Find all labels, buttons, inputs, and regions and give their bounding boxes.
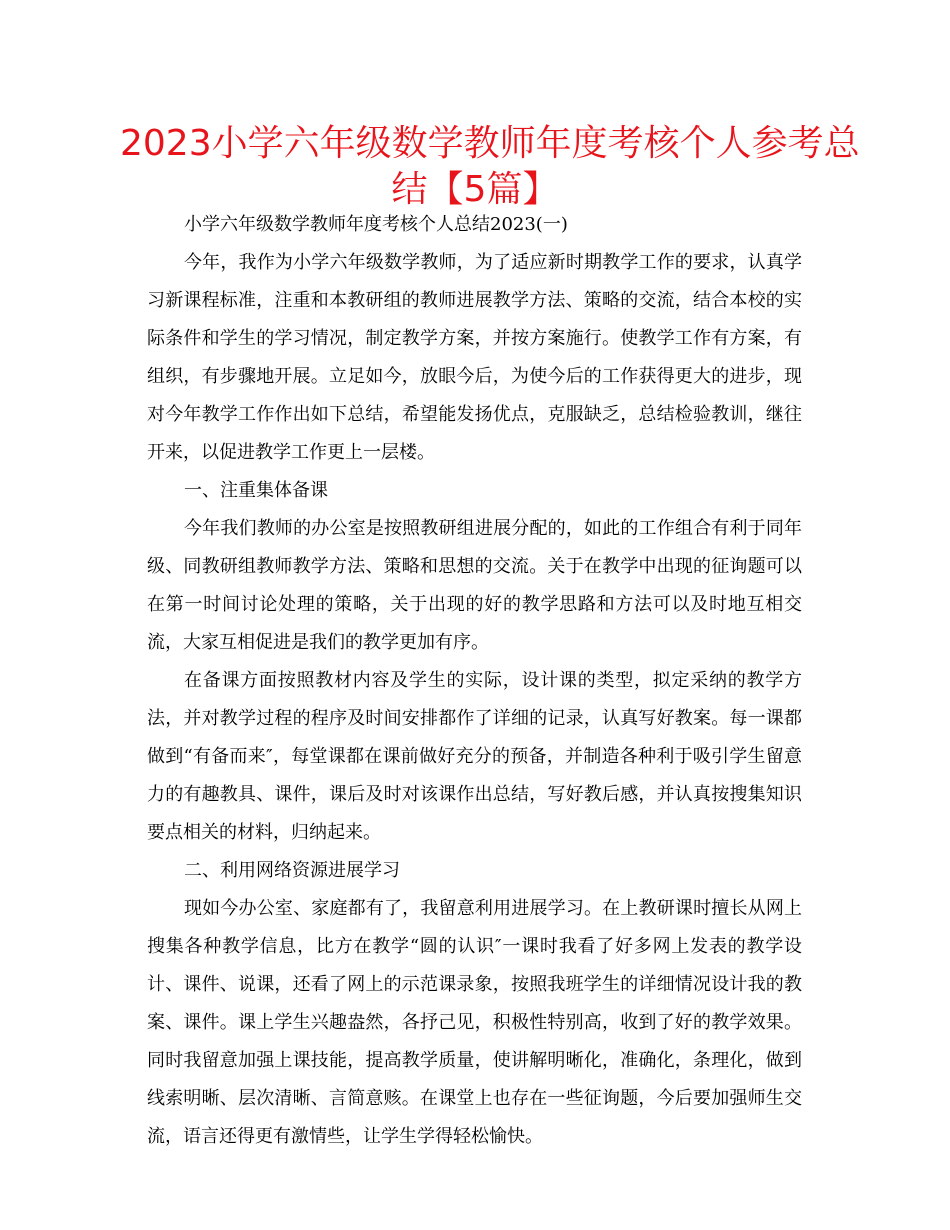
paragraph-section-1-a: 今年我们教师的办公室是按照教研组进展分配的，如此的工作组合有利于同年级、同教研组教师教学方法、策略和思想的交流。关于在教学中出现的征询题可以在第一时间讨论处理的策略，关于出现的好的教学思路和方法可以及时地互相交流，大家互相促进是我们的教学更加有序。 <box>147 518 802 653</box>
document-body <box>147 206 802 1156</box>
section-heading-1: 一、注重集体备课 <box>184 480 328 501</box>
paragraph-section-1-b: 在备课方面按照教材内容及学生的实际，设计课的类型，拟定采纳的教学方法，并对教学过程的程序及时间安排都作了详细的记录，认真写好教案。每一课都做到“有备而来″，每堂课都在课前做好充分的预备，并制造各种利于吸引学生留意力的有趣教具、课件，课后及时对该课作出总结，写好教后感，并认真按搜集知识要点相关的材料，归纳起来。 <box>147 670 802 843</box>
document-title-line-2: 结【5篇】 <box>391 169 559 210</box>
paragraph-intro: 今年，我作为小学六年级数学教师，为了适应新时期教学工作的要求，认真学习新课程标准，注重和本教研组的教师进展教学方法、策略的交流，结合本校的实际条件和学生的学习情况，制定教学方案，并按方案施行。使教学工作有方案，有组织，有步骤地开展。立足如今，放眼今后，为使今后的工作获得更大的进步，现对今年教学工作作出如下总结，希望能发扬优点，克服缺乏，总结检验教训，继往开来，以促进教学工作更上一层楼。 <box>147 252 802 463</box>
document-title-line-1: 2023小学六年级数学教师年度考核个人参考总 <box>120 123 860 164</box>
paragraph-section-2: 现如今办公室、家庭都有了，我留意利用进展学习。在上教研课时擅长从网上搜集各种教学信息，比方在教学“圆的认识″一课时我看了好多网上发表的教学设计、课件、说课，还看了网上的示范课录象，按照我班学生的详细情况设计我的教案、课件。课上学生兴趣盎然，各抒己见，积极性特别高，收到了好的教学效果。同时我留意加强上课技能，提高教学质量，使讲解明晰化，准确化，条理化，做到线索明晰、层次清晰、言简意赅。在课堂上也存在一些征询题，今后要加强师生交流，语言还得更有激情些，让学生学得轻松愉快。 <box>147 898 802 1147</box>
document-subtitle: 小学六年级数学教师年度考核个人总结2023(一) <box>184 214 568 235</box>
section-heading-2: 二、利用网络资源进展学习 <box>184 860 400 881</box>
